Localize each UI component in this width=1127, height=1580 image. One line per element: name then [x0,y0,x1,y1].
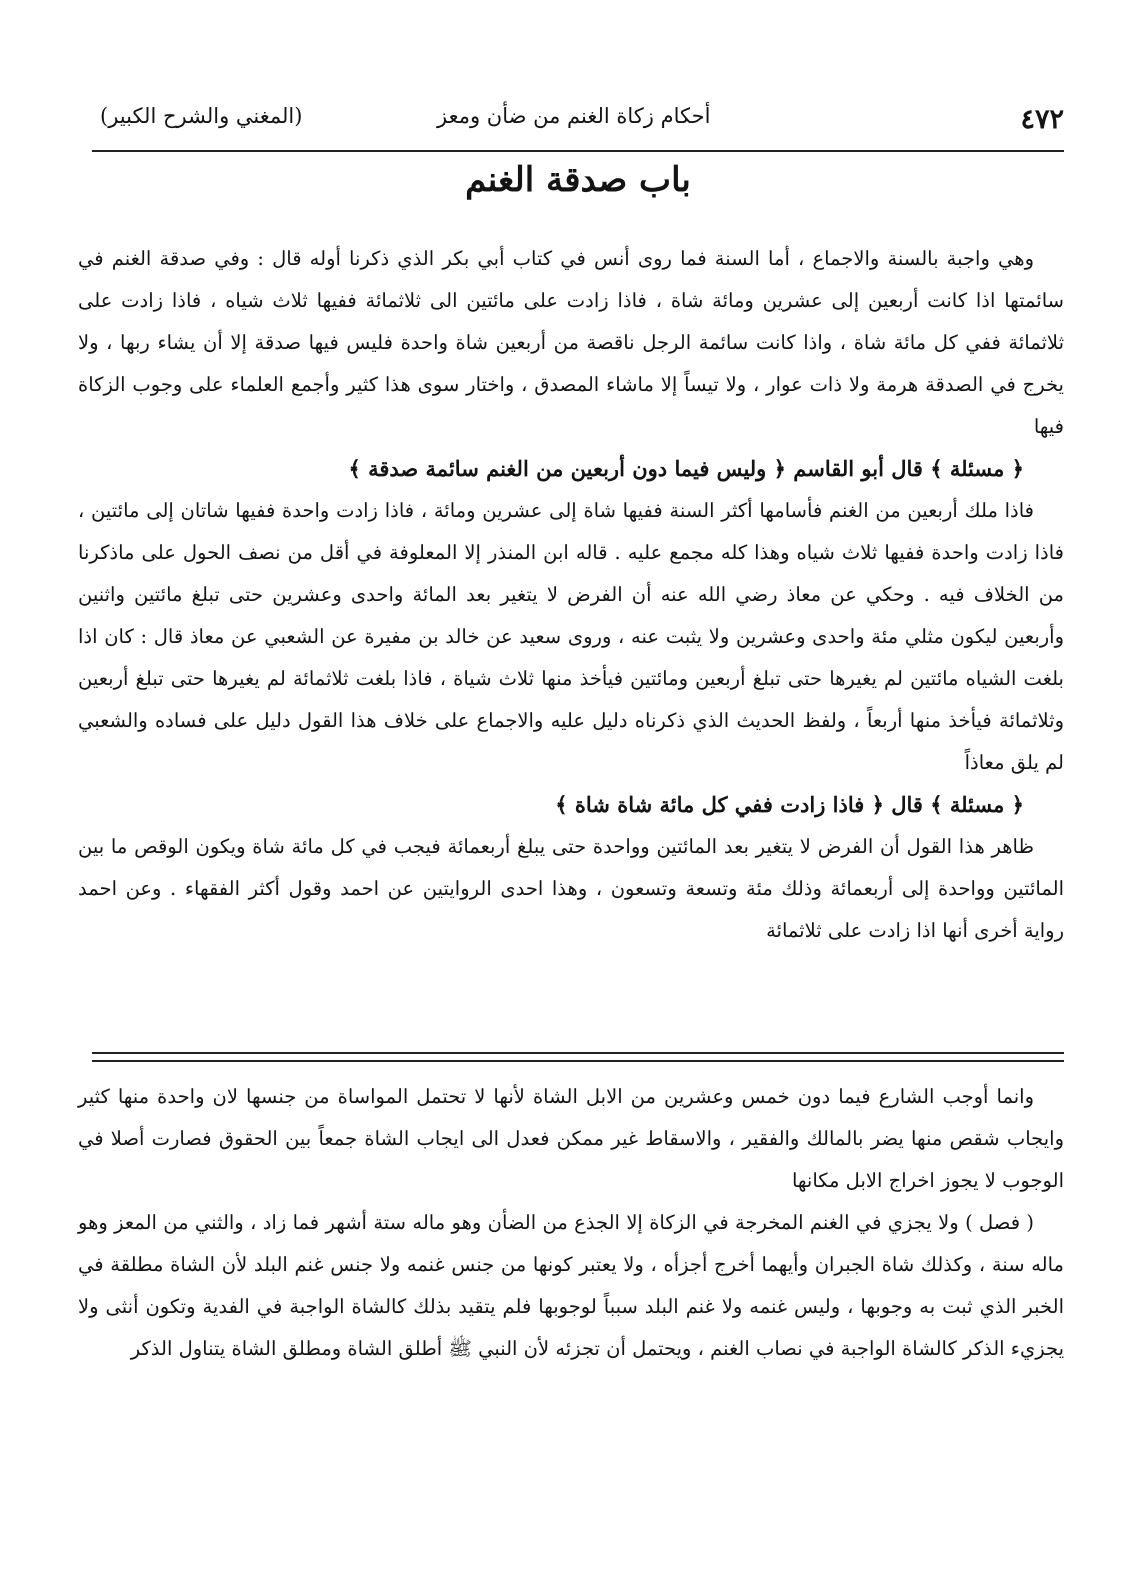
commentary-paragraph-2: ( فصل ) ولا يجزي في الغنم المخرجة في الزكاة إلا الجذع من الضأن وهو ماله ستة أشهر فما زاد ، والثني من المعز وهو ماله سنة ، وكذلك شاة الجبران وأيهما أخرج أجزأه ، ولا يعتبر كونها من جنس غنمه ولا جنس غنم البلد لأن الشاة مطلقة في الخبر الذي ثبت به وجوبها ، وليس غنمه ولا غنم البلد سبباً لوجوبها فلم يتقيد بذلك كالشاة الواجبة في الفدية وتكون أنثى ولا يجزيء الذكر كالشاة الواجبة في نصاب الغنم ، ويحتمل أن تجزئه لأن النبي ﷺ أطلق الشاة ومطلق الشاة يتناول الذكر [78,1211,1064,1360]
commentary-paragraph-1: وانما أوجب الشارع فيما دون خمس وعشرين من الابل الشاة لأنها لا تحتمل المواساة من جنسها لان واحدة منها كثير وايجاب شقص منها يضر بالمالك والفقير ، والاسقاط غير ممكن فعدل الى ايجاب الشاة جمعاً بين الحقوق فصارت أصلا في الوجوب لا يجوز اخراج الابل مكانها [78,1085,1064,1192]
chapter-title: أحكام زكاة الغنم من ضأن ومعز [437,104,711,128]
paragraph-1: فاذا ملك أربعين من الغنم فأسامها أكثر السنة ففيها شاة إلى عشرين ومائة ، فاذا زادت واحدة ففيها شاتان إلى مائتين ، فاذا زادت واحدة ففيها ثلاث شياه وهذا كله مجمع عليه . قاله ابن المنذر إلا المعلوفة في أقل من نصف الحول على ماذكرنا من الخلاف فيه . وحكي عن معاذ رضي الله عنه أن الفرض لا يتغير بعد المائة واحدى وعشرين حتى تبلغ مائتين واثنين وأربعين ليكون مثلي مئة واحدى وعشرين ولا يثبت عنه ، وروى سعيد عن خالد بن مفيرة عن الشعبي عن معاذ قال : كان اذا بلغت الشياه مائتين لم يغيرها حتى تبلغ أربعين ومائتين فيأخذ منها ثلاث شياة ، فاذا بلغت ثلاثمائة لم يغيرها حتى تبلغ أربعين وثلاثمائة فيأخذ منها أربعاً ، ولفظ الحديث الذي ذكرناه دليل عليه والاجماع على خلاف هذا القول دليل على فساده والشعبي لم يلق معاذاً [78,499,1064,774]
commentary-divider [92,1052,1064,1062]
page-number: ٤٧٢ [1020,104,1064,135]
masala-heading-1: ﴿ مسئلة ﴾ قال أبو القاسم ﴿ وليس فيما دون أربعين من الغنم سائمة صدقة ﴾ [348,456,1024,481]
masala-heading-2: ﴿ مسئلة ﴾ قال ﴿ فاذا زادت ففي كل مائة شاة شاة ﴾ [555,792,1024,817]
main-text [78,238,1064,952]
header-rule [92,150,1064,152]
book-title: (المغني والشرح الكبير) [100,104,303,128]
paragraph-2: ظاهر هذا القول أن الفرض لا يتغير بعد المائتين وواحدة حتى يبلغ أربعمائة فيجب في كل مائة شاة ويكون الوقص ما بين المائتين وواحدة إلى أربعمائة وذلك مئة وتسعة وتسعون ، وهذا احدى الروايتين عن احمد وقول أكثر الفقهاء . وعن احمد رواية أخرى أنها اذا زادت على ثلاثمائة [78,835,1064,942]
intro-paragraph: وهي واجبة بالسنة والاجماع ، أما السنة فما روى أنس في كتاب أبي بكر الذي ذكرنا أوله قال : وفي صدقة الغنم في سائمتها اذا كانت أربعين إلى عشرين ومائة شاة ، فاذا زادت على مائتين الى ثلاثمائة ففيها ثلاث شياه ، فاذا زادت على ثلاثمائة ففي كل مائة شاة ، واذا كانت سائمة الرجل ناقصة من أربعين شاة واحدة فليس فيها صدقة إلا أن يشاء ربها ، ولا يخرج في الصدقة هرمة ولا ذات عوار ، ولا تيساً إلا ماشاء المصدق ، واختار سوى هذا كثير وأجمع العلماء على وجوب الزكاة فيها [78,247,1064,438]
running-header [92,104,1064,144]
commentary-text [78,1076,1064,1370]
section-title: باب صدقة الغنم [465,160,691,200]
